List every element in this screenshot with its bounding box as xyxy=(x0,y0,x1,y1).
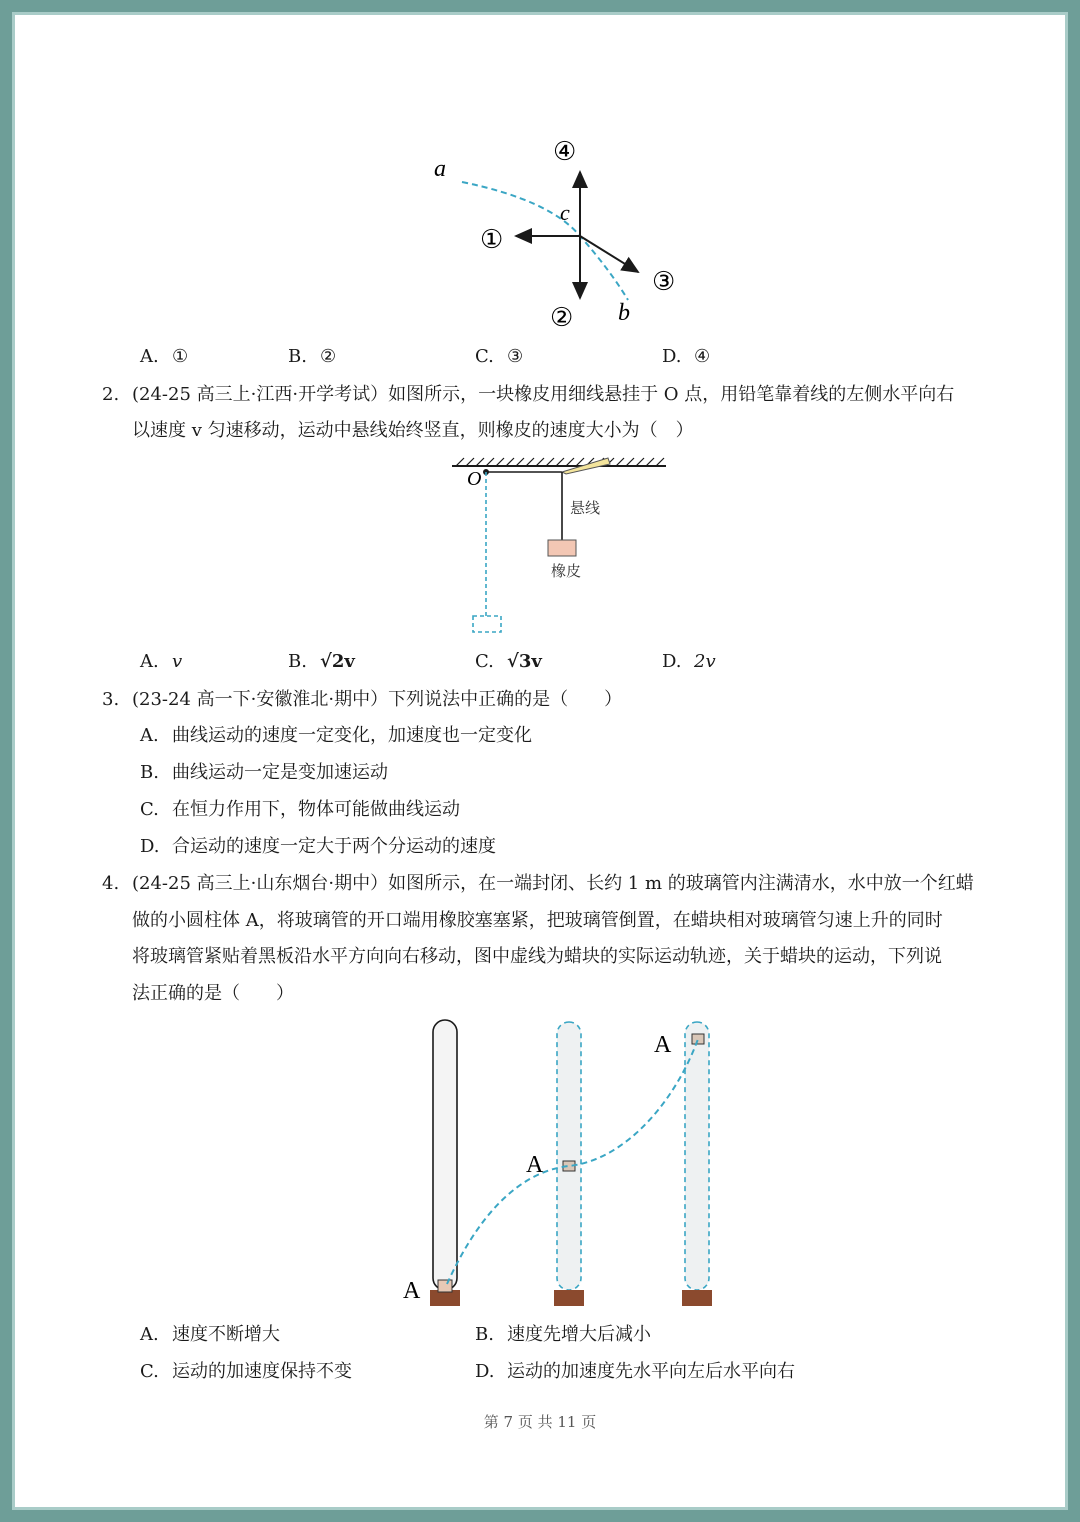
q2-dashed-eraser xyxy=(473,616,501,632)
q1-label-b: b xyxy=(618,300,630,326)
q2-stem-line2: 以速度 v 匀速移动，运动中悬线始终竖直，则橡皮的速度大小为（ ） xyxy=(132,420,694,441)
q2-option-b[interactable]: B. √2v xyxy=(288,651,355,672)
q4-wax-3 xyxy=(692,1034,704,1044)
q2-label-o: O xyxy=(467,468,482,490)
q4-label-a-middle: A xyxy=(526,1152,544,1178)
q4-option-c[interactable]: C. 运动的加速度保持不变 xyxy=(140,1361,352,1382)
q1-option-c[interactable]: C. ③ xyxy=(475,346,524,367)
q1-arrow-3-label: ③ xyxy=(652,267,676,297)
q1-label-c: c xyxy=(560,200,570,225)
q4-option-b[interactable]: B. 速度先增大后减小 xyxy=(475,1324,651,1345)
q1-figure xyxy=(420,130,700,340)
q2-stem-line1: (24-25 高三上·江西·开学考试）如图所示，一块橡皮用细线悬挂于 O 点，用铅笔靠着线的左侧水平向右 xyxy=(132,384,955,405)
q2-label-eraser: 橡皮 xyxy=(551,562,582,580)
q4-wax-1 xyxy=(438,1280,452,1292)
q2-option-d[interactable]: D. 2v xyxy=(662,651,716,672)
q2-option-a[interactable]: A. v xyxy=(140,651,183,672)
q4-figure xyxy=(395,1012,735,1312)
q3-option-a[interactable]: A. 曲线运动的速度一定变化，加速度也一定变化 xyxy=(140,725,532,746)
q3-option-b[interactable]: B. 曲线运动一定是变加速运动 xyxy=(140,762,388,783)
page-footer: 第 7 页 共 11 页 xyxy=(483,1413,597,1431)
q1-arrow-2-label: ② xyxy=(550,303,574,333)
q1-option-b[interactable]: B. ② xyxy=(288,346,337,367)
q1-option-a[interactable]: A. ① xyxy=(140,346,189,367)
q4-number: 4. xyxy=(102,873,120,894)
q1-arrow-4-label: ④ xyxy=(553,137,577,167)
q1-option-d[interactable]: D. ④ xyxy=(662,346,711,367)
q4-stem-line3: 将玻璃管紧贴着黑板沿水平方向向右移动，图中虚线为蜡块的实际运动轨迹，关于蜡块的运动，下列说 xyxy=(132,946,942,967)
q2-label-thread: 悬线 xyxy=(570,499,601,517)
q2-eraser xyxy=(548,540,576,556)
q4-option-a[interactable]: A. 速度不断增大 xyxy=(140,1324,280,1345)
q3-number: 3. xyxy=(102,689,120,710)
q4-stem-line1: (24-25 高三上·山东烟台·期中）如图所示，在一端封闭、长约 1 m 的玻璃管内注满清水，水中放一个红蜡 xyxy=(132,873,974,894)
q4-option-d[interactable]: D. 运动的加速度先水平向左后水平向右 xyxy=(475,1361,795,1382)
q4-stopper-2 xyxy=(554,1290,584,1306)
q4-tube-1 xyxy=(433,1020,457,1290)
q2-option-c[interactable]: C. √3v xyxy=(475,651,542,672)
q4-stem-line2: 做的小圆柱体 A，将玻璃管的开口端用橡胶塞塞紧，把玻璃管倒置，在蜡块相对玻璃管匀速上升的同时 xyxy=(132,910,943,931)
q4-stopper-3 xyxy=(682,1290,712,1306)
q3-stem: (23-24 高一下·安徽淮北·期中）下列说法中正确的是（ ） xyxy=(132,689,623,710)
q4-label-a-top: A xyxy=(654,1032,672,1058)
q4-label-a-bottom: A xyxy=(403,1278,421,1304)
q4-tube-2 xyxy=(557,1022,581,1290)
q3-option-d[interactable]: D. 合运动的速度一定大于两个分运动的速度 xyxy=(140,836,496,857)
q1-arrow-1-label: ① xyxy=(480,225,504,255)
q2-number: 2. xyxy=(102,384,120,405)
q1-label-a: a xyxy=(434,156,446,182)
q2-figure xyxy=(440,450,680,640)
q3-option-c[interactable]: C. 在恒力作用下，物体可能做曲线运动 xyxy=(140,799,460,820)
q2-ceiling-hatch xyxy=(456,458,664,466)
q1-arrow-diag xyxy=(580,236,638,272)
q4-stem-line4: 法正确的是（ ） xyxy=(132,983,294,1004)
